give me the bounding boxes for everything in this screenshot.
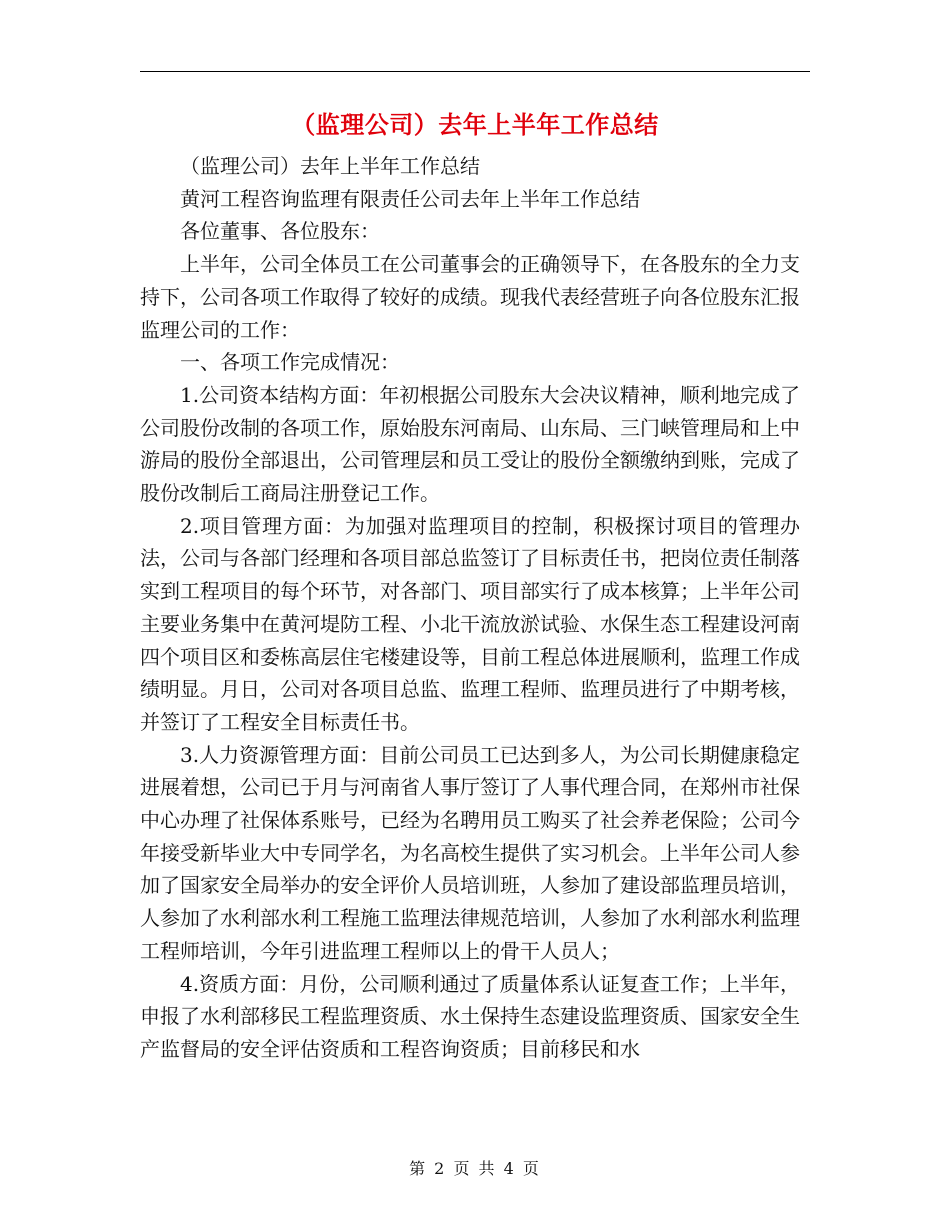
header-rule (140, 71, 810, 72)
document-title: （监理公司）去年上半年工作总结 (291, 110, 659, 139)
paragraph-human-resources: 3.人力资源管理方面：目前公司员工已达到多人，为公司长期健康稳定进展着想，公司已于月与河南省人事厅签订了人事代理合同，在郑州市社保中心办理了社保体系账号，已经为名聘用员工购买了社会养老保险；公司今年接受新毕业大中专同学名，为名高校生提供了实习机会。上半年公司人参加了国家安全局举办的安全评价人员培训班，人参加了建设部监理员培训，人参加了水利部水利工程施工监理法律规范培训，人参加了水利部水利监理工程师培训，今年引进监理工程师以上的骨干人员人； (140, 742, 800, 963)
paragraph-intro: 上半年，公司全体员工在公司董事会的正确领导下，在各股东的全力支持下，公司各项工作取得了较好的成绩。现我代表经营班子向各位股东汇报监理公司的工作： (140, 252, 800, 342)
paragraph-salutation: 各位董事、各位股东： (180, 219, 380, 244)
document-body (140, 150, 800, 1066)
paragraph-section-heading: 一、各项工作完成情况： (180, 350, 400, 375)
page-number-footer: 第 2 页 共 4 页 (409, 1159, 541, 1178)
paragraph-capital-structure: 1.公司资本结构方面：年初根据公司股东大会决议精神，顺利地完成了公司股份改制的各项工作，原始股东河南局、山东局、三门峡管理局和上中游局的股份全部退出，公司管理层和员工受让的股份全额缴纳到账，完成了股份改制后工商局注册登记工作。 (140, 382, 800, 506)
paragraph-qualifications: 4.资质方面：月份，公司顺利通过了质量体系认证复查工作；上半年，申报了水利部移民工程监理资质、水土保持生态建设监理资质、国家安全生产监督局的安全评估资质和工程咨询资质；目前移民和水 (140, 971, 800, 1061)
paragraph-company-title: 黄河工程咨询监理有限责任公司去年上半年工作总结 (180, 186, 640, 211)
paragraph-project-management: 2.项目管理方面：为加强对监理项目的控制，积极探讨项目的管理办法，公司与各部门经理和各项目部总监签订了目标责任书，把岗位责任制落实到工程项目的每个环节，对各部门、项目部实行了成本核算；上半年公司主要业务集中在黄河堤防工程、小北干流放淤试验、水保生态工程建设河南四个项目区和委栋高层住宅楼建设等，目前工程总体进展顺利，监理工作成绩明显。月日，公司对各项目总监、监理工程师、监理员进行了中期考核，并签订了工程安全目标责任书。 (140, 513, 800, 734)
paragraph-subtitle: （监理公司）去年上半年工作总结 (180, 154, 480, 178)
